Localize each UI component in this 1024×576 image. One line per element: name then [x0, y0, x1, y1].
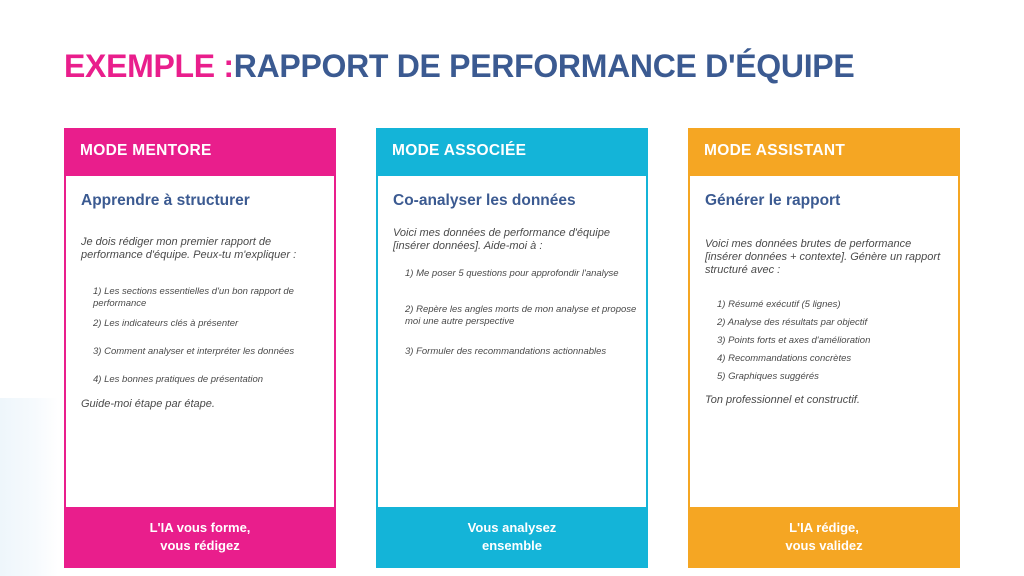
- card-header: MODE ASSOCIÉE: [376, 128, 648, 176]
- title-main: RAPPORT DE PERFORMANCE D'ÉQUIPE: [233, 48, 855, 84]
- list-item: 1) Résumé exécutif (5 lignes): [717, 299, 841, 310]
- card-subtitle: Co-analyser les données: [393, 192, 576, 209]
- card-subtitle: Apprendre à structurer: [81, 192, 250, 209]
- list-item: 4) Recommandations concrètes: [717, 353, 852, 364]
- mode-card-assistant: [688, 128, 960, 568]
- card-footer: [376, 509, 648, 568]
- title-accent: EXEMPLE :: [64, 48, 234, 84]
- mode-card-associee: [376, 128, 648, 568]
- footer-line: vous rédigez: [160, 538, 240, 553]
- list-item: 4) Les bonnes pratiques de présentation: [93, 374, 264, 385]
- list-item: 3) Points forts et axes d'amélioration: [717, 335, 871, 346]
- card-body: [688, 176, 960, 509]
- decorative-backdrop: [0, 398, 58, 576]
- card-body: [64, 176, 336, 509]
- prompt-intro: Voici mes données brutes de performance [insérer données + contexte]. Génère un rapport structuré avec :: [705, 238, 941, 276]
- footer-line: ensemble: [482, 538, 542, 553]
- list-item: 2) Les indicateurs clés à présenter: [93, 318, 239, 329]
- card-footer: [64, 509, 336, 568]
- prompt-intro: Voici mes données de performance d'équipe [insérer données]. Aide-moi à :: [393, 227, 610, 252]
- card-footer: [688, 509, 960, 568]
- list-item: 5) Graphiques suggérés: [717, 371, 819, 382]
- prompt-closing: Guide-moi étape par étape.: [81, 398, 215, 410]
- footer-line: L'IA rédige,: [789, 520, 859, 535]
- list-item: 1) Les sections essentielles d'un bon rapport de performance: [93, 286, 294, 309]
- prompt-intro: Je dois rédiger mon premier rapport de performance d'équipe. Peux-tu m'expliquer :: [81, 236, 297, 261]
- list-item: 2) Repère les angles morts de mon analyse et propose moi une autre perspective: [405, 304, 637, 327]
- card-body: [376, 176, 648, 509]
- slide-title: [64, 48, 854, 85]
- footer-line: vous validez: [785, 538, 863, 553]
- prompt-closing: Ton professionnel et constructif.: [705, 394, 860, 406]
- footer-line: Vous analysez: [467, 520, 557, 535]
- list-item: 3) Formuler des recommandations actionnables: [405, 346, 607, 357]
- card-header: MODE ASSISTANT: [688, 128, 960, 176]
- mode-card-mentore: [64, 128, 336, 568]
- card-header: MODE MENTORE: [64, 128, 336, 176]
- list-item: 3) Comment analyser et interpréter les données: [93, 346, 295, 357]
- list-item: 2) Analyse des résultats par objectif: [717, 317, 868, 328]
- list-item: 1) Me poser 5 questions pour approfondir l'analyse: [405, 268, 619, 279]
- footer-line: L'IA vous forme,: [149, 520, 251, 535]
- card-subtitle: Générer le rapport: [705, 192, 841, 209]
